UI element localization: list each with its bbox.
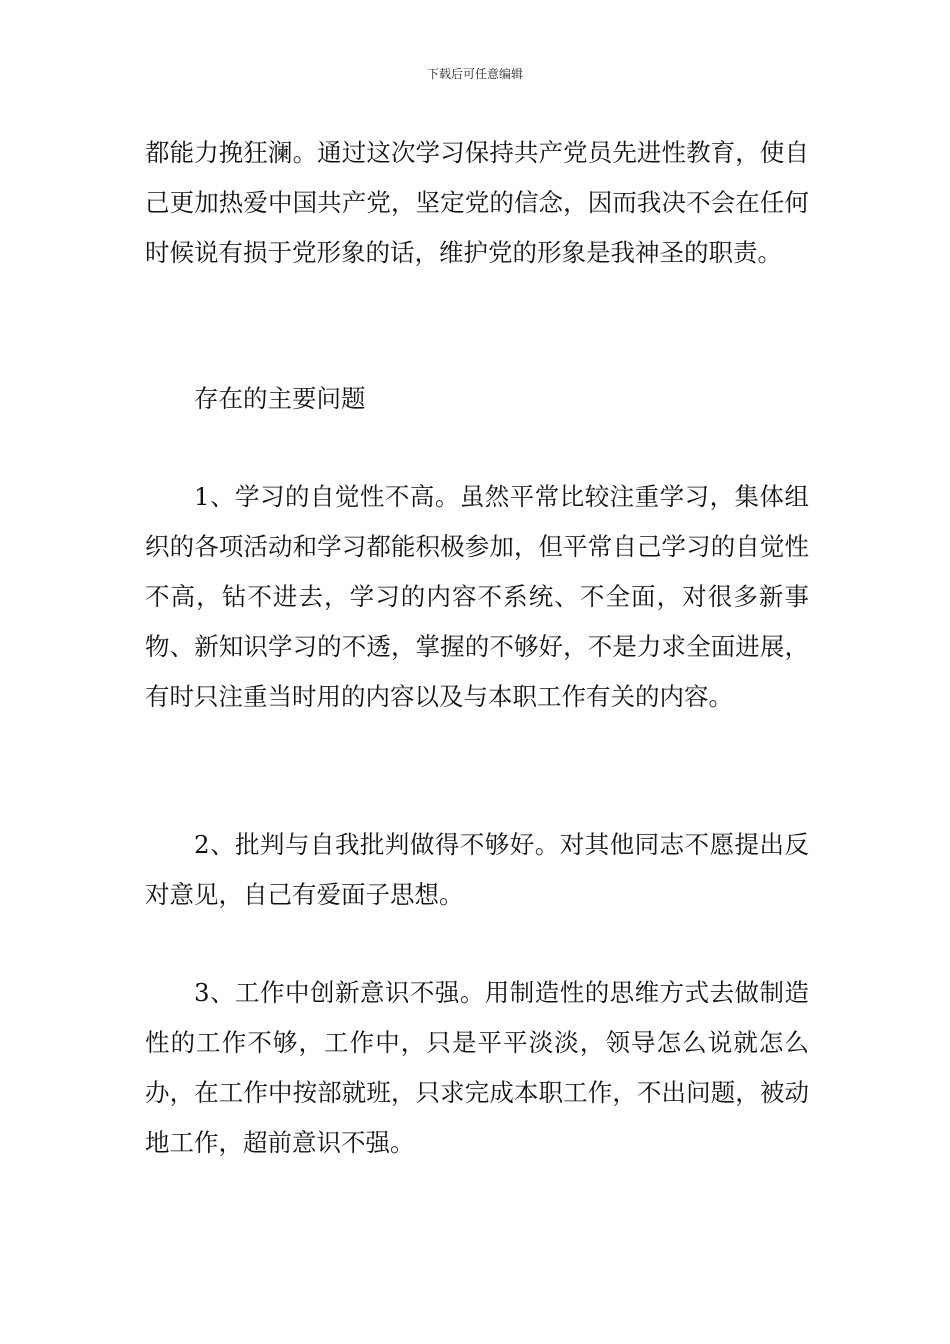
intro-paragraph-block [145, 128, 809, 278]
page-header: 下载后可任意编辑 [426, 67, 523, 81]
intro-paragraph: 都能力挽狂澜。通过这次学习保持共产党员先进性教育，使自己更加热爱中国共产党，坚定党的信念，因而我决不会在任何时候说有损于党形象的话，维护党的形象是我神圣的职责。 [145, 138, 809, 267]
section-heading: 存在的主要问题 [194, 384, 366, 413]
section-heading-block [145, 374, 809, 424]
problem-item-1: 1、学习的自觉性不高。虽然平常比较注重学习，集体组织的各项活动和学习都能积极参加，但平常自己学习的自觉性不高，钻不进去，学习的内容不系统、不全面，对很多新事物、新知识学习的不透，掌握的不够好，不是力求全面进展，有时只注重当时用的内容以及与本职工作有关的内容。 [145, 482, 809, 711]
problem-item-3: 3、工作中创新意识不强。用制造性的思维方式去做制造性的工作不够，工作中，只是平平淡淡，领导怎么说就怎么办，在工作中按部就班，只求完成本职工作，不出问题，被动地工作，超前意识不强。 [145, 978, 809, 1157]
problem-item-2: 2、批判与自我批判做得不够好。对其他同志不愿提出反对意见，自己有爱面子思想。 [145, 830, 809, 909]
list-item-block [145, 968, 809, 1168]
list-item-block [145, 472, 809, 722]
list-item-block [145, 820, 809, 920]
